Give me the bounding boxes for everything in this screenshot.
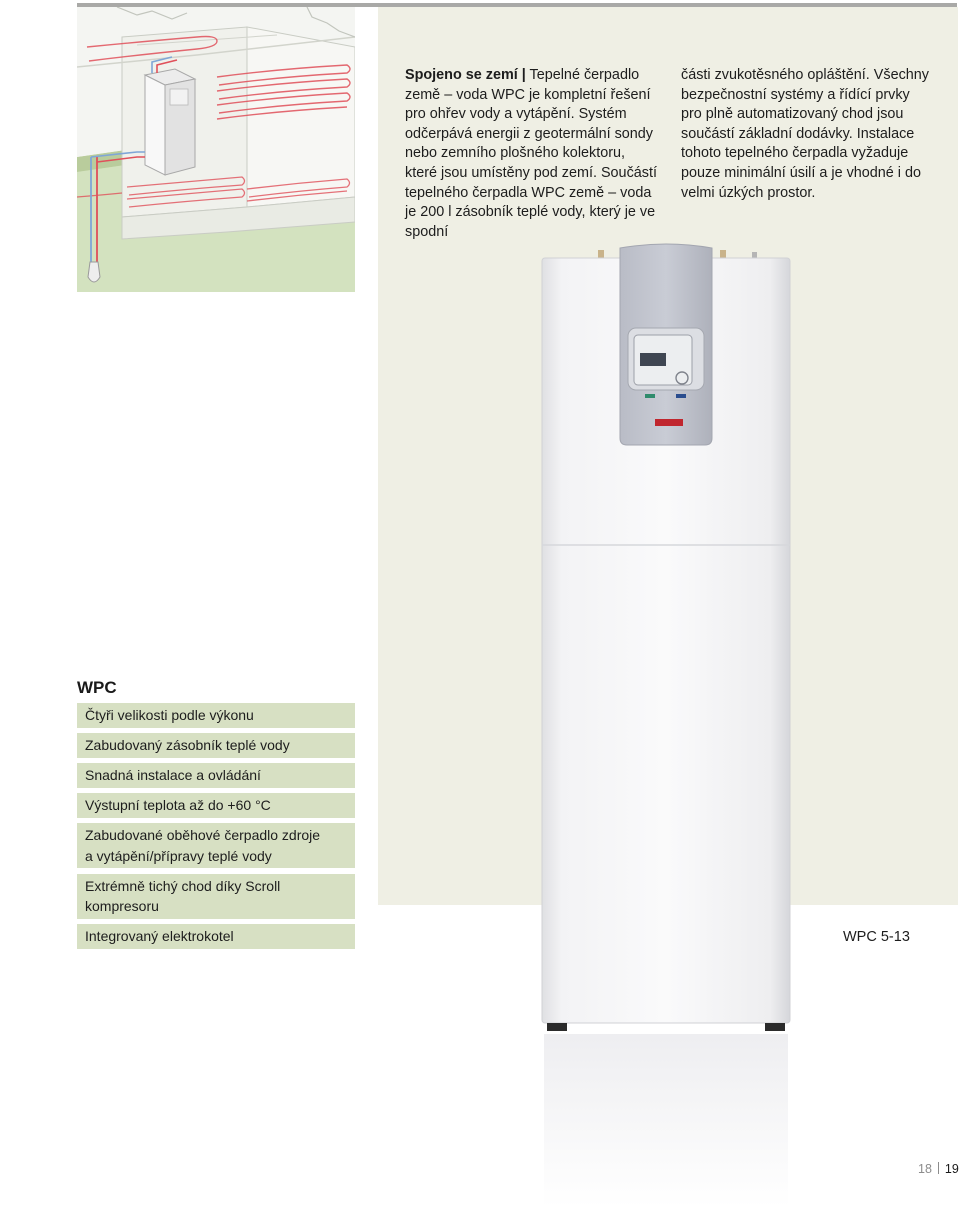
intro-bold-lead: Spojeno se zemí | [405,67,526,83]
house-cutaway-drawing [77,7,355,292]
intro-column-left [405,66,657,242]
feature-item: Snadná instalace a ovládání [77,763,355,788]
intro-column-right [681,66,933,203]
page-number-right: 19 [944,1162,959,1176]
feature-item: Zabudovaný zásobník teplé vody [77,733,355,758]
heat-pump-product-image [500,240,830,1207]
feature-item: Zabudované oběhové čerpadlo zdroje a vytápění/přípravy teplé vody [77,823,355,868]
features-title: WPC [77,678,117,697]
feature-item: Integrovaný elektrokotel [77,924,355,949]
page-number-left: 18 [918,1162,932,1176]
page-number-divider [938,1162,939,1174]
page-numbers [918,1162,959,1176]
intro-text-left: Tepelné čerpadlo země – voda WPC je kompletní řešení pro ohřev vody a vytápění. Systém odčerpává energii z geotermální sondy nebo zemního plošného kolektoru, které jsou umístěny pod zemí. Součástí tepelného čerpadla WPC země – voda je 200 l zásobník teplé vody, který je ve spodní [405,67,657,240]
heat-pump-unit-drawing [500,240,830,1207]
features-list [77,703,355,954]
feature-item: Výstupní teplota až do +60 °C [77,793,355,818]
feature-item: Čtyři velikosti podle výkonu [77,703,355,728]
intro-text-right: části zvukotěsného opláštění. Všechny bezpečnostní systémy a řídící prvky pro plně automatizovaný chod jsou součástí základní dodávky. Instalace tohoto tepelného čerpadla vyžaduje pouze minimální úsilí a je vhodné i do velmi úzkých prostor. [681,67,929,201]
house-illustration [77,7,355,292]
product-caption: WPC 5-13 [843,929,910,945]
feature-item: Extrémně tichý chod díky Scroll kompresoru [77,874,355,919]
